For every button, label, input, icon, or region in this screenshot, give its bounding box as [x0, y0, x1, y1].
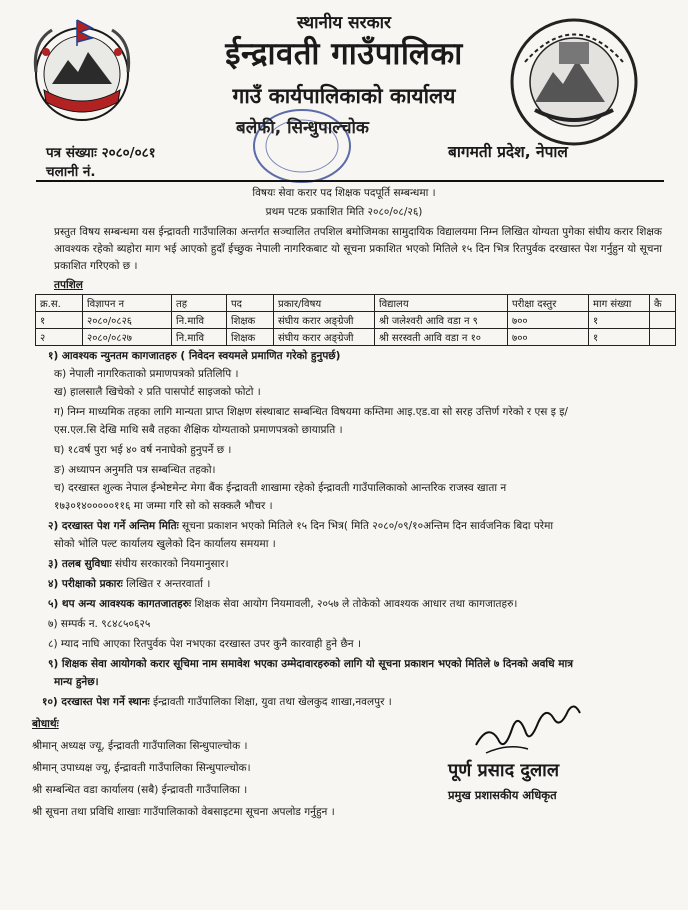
cc-title: बोधार्थः [32, 718, 59, 730]
cc-line: श्रीमान् उपाध्यक्ष ज्यू, ईन्द्रावती गाउँपालिका सिन्धुपाल्चोक। [32, 762, 251, 774]
col-ad-no: विज्ञापन न [83, 295, 172, 312]
cell: नि.मावि [172, 329, 227, 346]
cell [650, 312, 676, 329]
cc-line: श्रीमान् अध्यक्ष ज्यू, ईन्द्रावती गाउँपालिका सिन्धुपाल्चोक । [32, 740, 248, 752]
req-license: ङ) अध्यापन अनुमति पत्र सम्बन्धित तहको। [54, 464, 216, 476]
cell: संघीय करार अङ्ग्रेजी [274, 329, 375, 346]
req-photo: ख) हालसालै खिचेको २ प्रति पासपोर्ट साइजको फोटो । [54, 386, 261, 398]
validity-cont: मान्य हुनेछ। [54, 676, 99, 688]
col-fee: परीक्षा दस्तुर [508, 295, 589, 312]
cc-line: श्री सूचना तथा प्रविधि शाखाः गाउँपालिकाको वेबसाइटमा सूचना अपलोड गर्नुहुन । [32, 806, 335, 818]
salary-item [48, 557, 229, 571]
col-school: विद्यालय [375, 295, 508, 312]
col-remarks: कै [650, 295, 676, 312]
documents-item [48, 597, 517, 611]
header-office-name: गाउँ कार्यपालिकाको कार्यालय [232, 84, 456, 108]
deadline-text: सूचना प्रकाशन भएको मितिले १५ दिन भित्र( मिति २०८०/०९/१०अन्तिम दिन सार्वजनिक बिदा परेमा [178, 520, 554, 532]
cell: ७०० [508, 312, 589, 329]
province-label: बागमती प्रदेश, नेपाल [448, 143, 568, 161]
col-type: प्रकार/विषय [274, 295, 375, 312]
req-age: घ) १८वर्ष पुरा भई ४० वर्ष ननाघेको हुनुपर्ने छ । [54, 444, 232, 456]
req-fee: च) दरखास्त शुल्क नेपाल ईन्भेष्टमेन्ट मेगा बैंक ईन्द्रावती शाखामा रहेको ईन्द्रावती गाउँपालिकाको आन्तरिक राजस्व खाता न [54, 482, 507, 494]
salary-text: संघीय सरकारको नियमानुसार। [111, 558, 229, 570]
cell [650, 329, 676, 346]
subject-line: विषयः सेवा करार पद शिक्षक पदपूर्ति सम्बन्धमा । [252, 187, 436, 199]
deadline-item [48, 519, 553, 533]
cell: शिक्षक [227, 312, 274, 329]
cell: २ [36, 329, 83, 346]
col-post: पद [227, 295, 274, 312]
cell: १ [589, 312, 650, 329]
exam-item [48, 577, 210, 591]
documents-text: शिक्षक सेवा आयोग नियमावली, २०५७ ले तोकेको आवश्यक आधार तथा कागजातहरु। [191, 598, 518, 610]
cell: २०८०/०८२६ [83, 312, 172, 329]
req-qualification-cont: एस.एल.सि देखि माथि सबै तहका शैक्षिक योग्यताको प्रमाणपत्रको छायाप्रति । [54, 424, 343, 436]
table-row [36, 312, 676, 329]
header-divider [36, 180, 664, 182]
requirements-title: १) आवश्यक न्युनतम कागजातहरु ( निवेदन स्वयमले प्रमाणित गरेको हुनुपर्छ) [48, 350, 341, 362]
col-level: तह [172, 295, 227, 312]
col-sn: क्र.स. [36, 295, 83, 312]
submission-label: १०) दरखास्त पेश गर्ने स्थानः [42, 696, 150, 708]
exam-text: लिखित र अन्तरवार्ता । [122, 578, 211, 590]
exam-label: ४) परीक्षाको प्रकारः [48, 578, 123, 590]
cell: नि.मावि [172, 312, 227, 329]
header-location: बलेफी, सिन्धुपाल्चोक [236, 118, 369, 138]
publish-date: प्रथम पटक प्रकाशित मिति २०८०/०८/२६) [265, 206, 423, 218]
cc-line: श्री सम्बन्धित वडा कार्यालय (सबै) ईन्द्रावती गाउँपालिका । [32, 784, 248, 796]
header-local-government: स्थानीय सरकार [296, 13, 391, 33]
documents-label: ५) थप अन्य आवश्यक कागतजातहरुः [48, 598, 192, 610]
intro-paragraph: प्रस्तुत विषय सम्बन्धमा यस ईन्द्रावती गाउँपालिका अन्तर्गत सञ्चालित तपशिल बमोजिमका सामुदायिक विद्यालयमा निम्न लिखित योग्यता पुगेका संघीय करार शिक्षक आवश्यक रहेको ब्यहोरा माग भई आएको हुदाँ ईच्छुक नेपाली नागरिकबाट यो सूचना प्रकाशित भएको मितिले १५ दिन भित्र रितपुर्वक दरखास्त पेश गर्नुहुन यो सूचना प्रकाशित गरिएको छ । [54, 226, 662, 272]
dispatch-number: चलानी नं. [46, 164, 96, 180]
req-qualification: ग) निम्न माध्यमिक तहका लागि मान्यता प्राप्त शिक्षण संस्थाबाट सम्बन्धित विषयमा कम्तिमा आइ.एड.वा सो सरह उत्तिर्ण गरेको र एस इ इ/ [54, 406, 568, 418]
req-citizenship: क) नेपाली नागरिकताको प्रमाणपत्रको प्रतिलिपि । [54, 368, 239, 380]
deadline-label: २) दरखास्त पेश गर्ने अन्तिम मितिः [48, 520, 179, 532]
submission-place-item [42, 695, 392, 709]
signatory-title: प्रमुख प्रशासकीय अधिकृत [448, 788, 557, 802]
cell: ७०० [508, 329, 589, 346]
table-row [36, 329, 676, 346]
table-header-row [36, 295, 676, 312]
handwritten-signature [468, 683, 588, 763]
salary-label: ३) तलब सुविधाः [48, 558, 112, 570]
req-fee-account: १७३०१४०००००११६ मा जम्मा गरि सो को सक्कलै भौचर । [54, 500, 273, 512]
signatory-name: पूर्ण प्रसाद दुलाल [448, 760, 560, 781]
details-heading: तपशिल [54, 279, 83, 291]
deadline-cont: सोको भोलि पल्ट कार्यालय खुलेको दिन कार्यालय समयमा । [54, 538, 276, 550]
vacancy-table [35, 294, 676, 346]
cell: संघीय करार अङ्ग्रेजी [274, 312, 375, 329]
cell: श्री सरस्वती आवि वडा न १० [375, 329, 508, 346]
cell: २०८०/०८२७ [83, 329, 172, 346]
submission-text: ईन्द्रावती गाउँपालिका शिक्षा, युवा तथा खेलकुद शाखा,नवलपुर । [149, 696, 392, 708]
contact-item: ७) सम्पर्क न. ९८४८५०६२५ [48, 618, 151, 630]
cell: १ [36, 312, 83, 329]
cell: शिक्षक [227, 329, 274, 346]
cell: श्री जलेश्वरी आवि वडा न ९ [375, 312, 508, 329]
letter-number: पत्र संख्याः २०८०/०८१ [46, 145, 156, 161]
validity-item: ९) शिक्षक सेवा आयोगको करार सूचिमा नाम समावेश भएका उम्मेदावारहरुको लागि यो सूचना प्रकाशन भएको मितिले ७ दिनको अवधि मात्र [48, 658, 574, 670]
header-municipality-name: ईन्द्रावती गाउँपालिका [225, 36, 463, 72]
cell: १ [589, 329, 650, 346]
col-demand: माग संख्या [589, 295, 650, 312]
late-application-item: ८) म्याद नाघि आएका रितपुर्वक पेश नभएका दरखास्त उपर कुनै कारवाही हुने छैन । [48, 638, 361, 650]
